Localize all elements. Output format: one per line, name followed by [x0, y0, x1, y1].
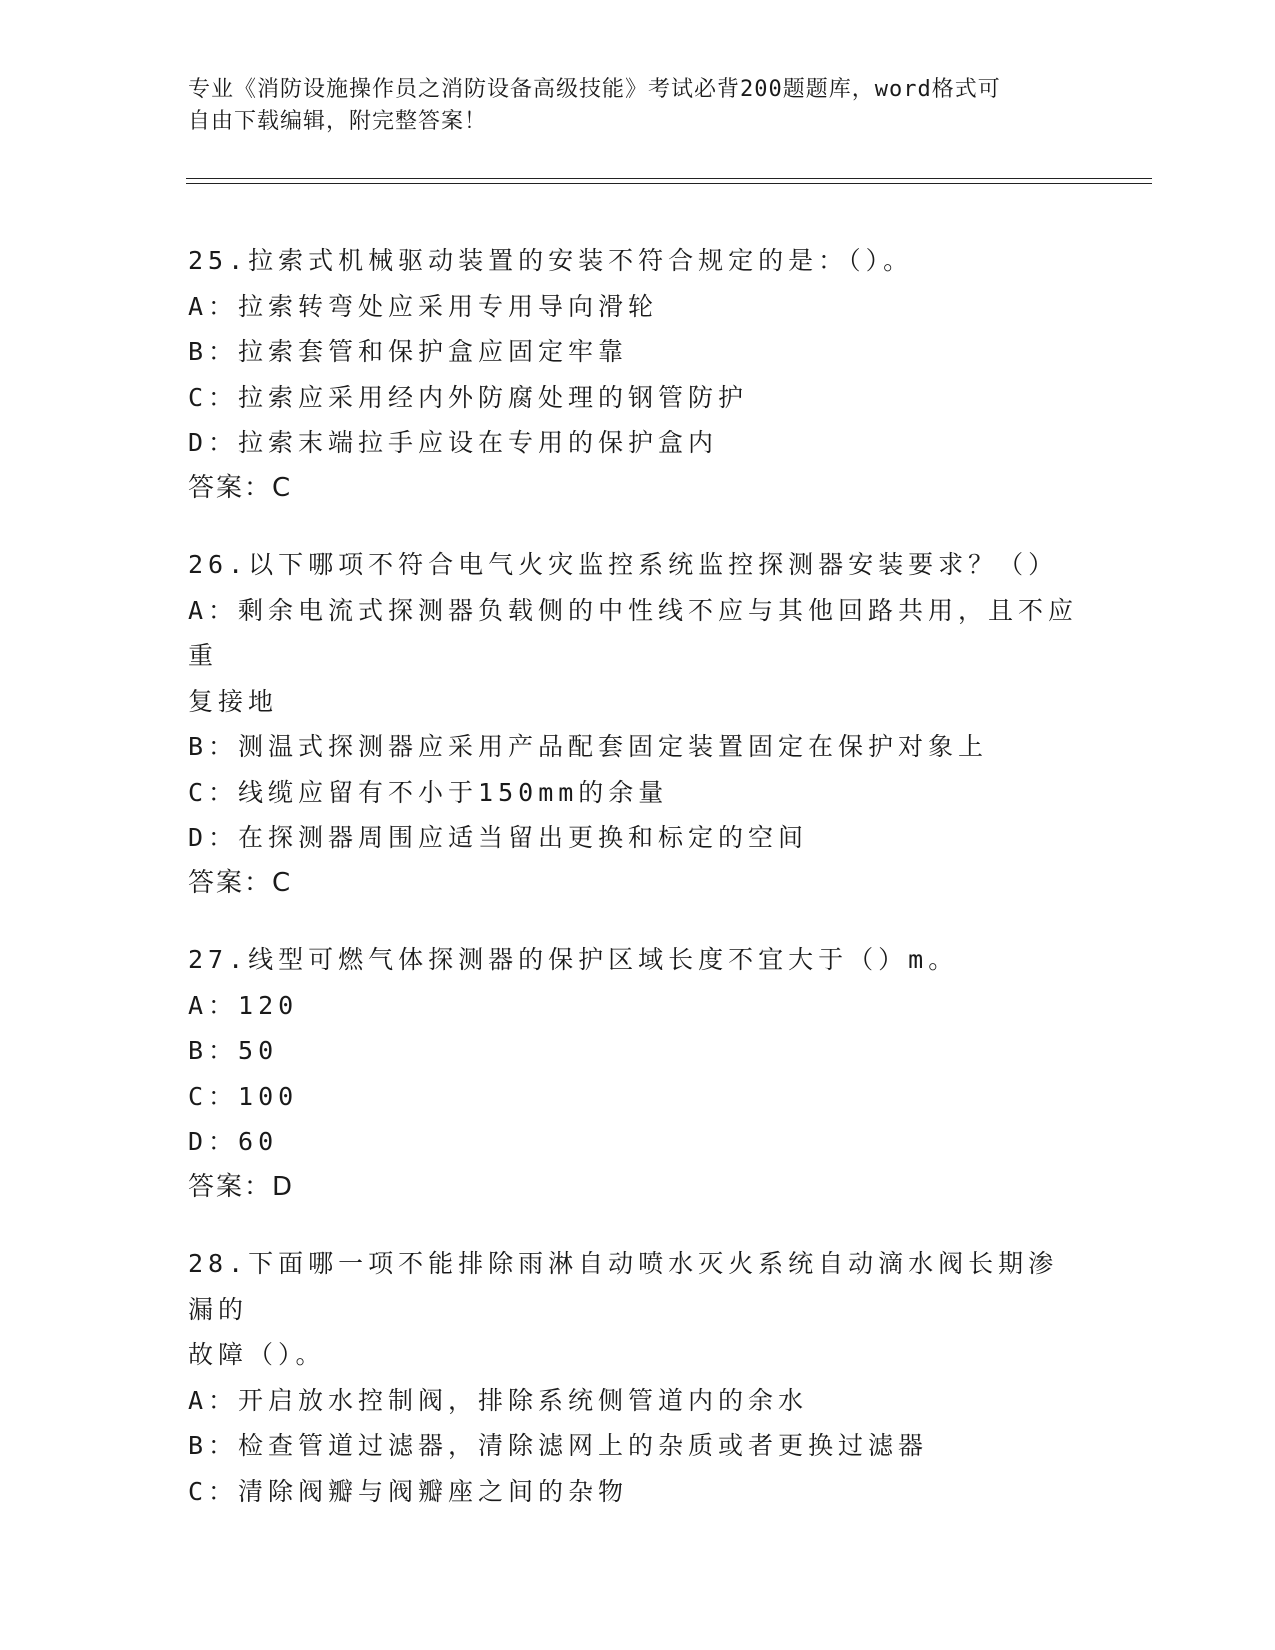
- answer-option: A：剩余电流式探测器负载侧的中性线不应与其他回路共用，且不应重: [188, 595, 1079, 670]
- answer-option: B：测温式探测器应采用产品配套固定装置固定在保护对象上: [188, 732, 989, 761]
- header-line-1: 专业《消防设施操作员之消防设备高级技能》考试必背200题题库，word格式可: [188, 77, 1001, 102]
- answer-option: C：拉索应采用经内外防腐处理的钢管防护: [188, 382, 749, 412]
- question-block: [188, 238, 1088, 511]
- answer-option: A：开启放水控制阀，排除系统侧管道内的余水: [188, 1385, 809, 1415]
- answer-key: 答案：C: [188, 472, 293, 503]
- answer-key: 答案：D: [188, 1171, 295, 1202]
- question-stem: 26.以下哪项不符合电气火灾监控系统监控探测器安装要求？（）: [188, 550, 1059, 579]
- question-block: [188, 542, 1088, 906]
- answer-option: C：100: [188, 1081, 299, 1111]
- header-line-2: 自由下载编辑，附完整答案！: [188, 109, 488, 134]
- question-block: [188, 1241, 1088, 1514]
- answer-key: 答案：C: [188, 867, 293, 898]
- answer-option: B：拉索套管和保护盒应固定牢靠: [188, 337, 629, 366]
- question-stem: 28.下面哪一项不能排除雨淋自动喷水灭火系统自动滴水阀长期渗漏的: [188, 1249, 1059, 1324]
- answer-option: D：拉索末端拉手应设在专用的保护盒内: [188, 428, 719, 457]
- question-stem: 故障（）。: [188, 1340, 326, 1369]
- question-list: [188, 238, 1088, 1545]
- document-header: [188, 74, 1088, 138]
- question-stem: 25.拉索式机械驱动装置的安装不符合规定的是：（）。: [188, 246, 914, 275]
- answer-option: C：线缆应留有不小于150mm的余量: [188, 777, 669, 807]
- answer-option: C：清除阀瓣与阀瓣座之间的杂物: [188, 1476, 629, 1506]
- answer-option: B：50: [188, 1036, 279, 1065]
- answer-option: 复接地: [188, 686, 279, 716]
- header-divider-bottom: [186, 183, 1152, 184]
- answer-option: A：120: [188, 990, 299, 1020]
- question-block: [188, 937, 1088, 1210]
- question-stem: 27.线型可燃气体探测器的保护区域长度不宜大于（）m。: [188, 945, 959, 974]
- answer-option: D：在探测器周围应适当留出更换和标定的空间: [188, 823, 809, 852]
- header-divider-top: [186, 178, 1152, 179]
- answer-option: D：60: [188, 1127, 279, 1156]
- answer-option: A：拉索转弯处应采用专用导向滑轮: [188, 291, 659, 321]
- answer-option: B：检查管道过滤器，清除滤网上的杂质或者更换过滤器: [188, 1431, 929, 1460]
